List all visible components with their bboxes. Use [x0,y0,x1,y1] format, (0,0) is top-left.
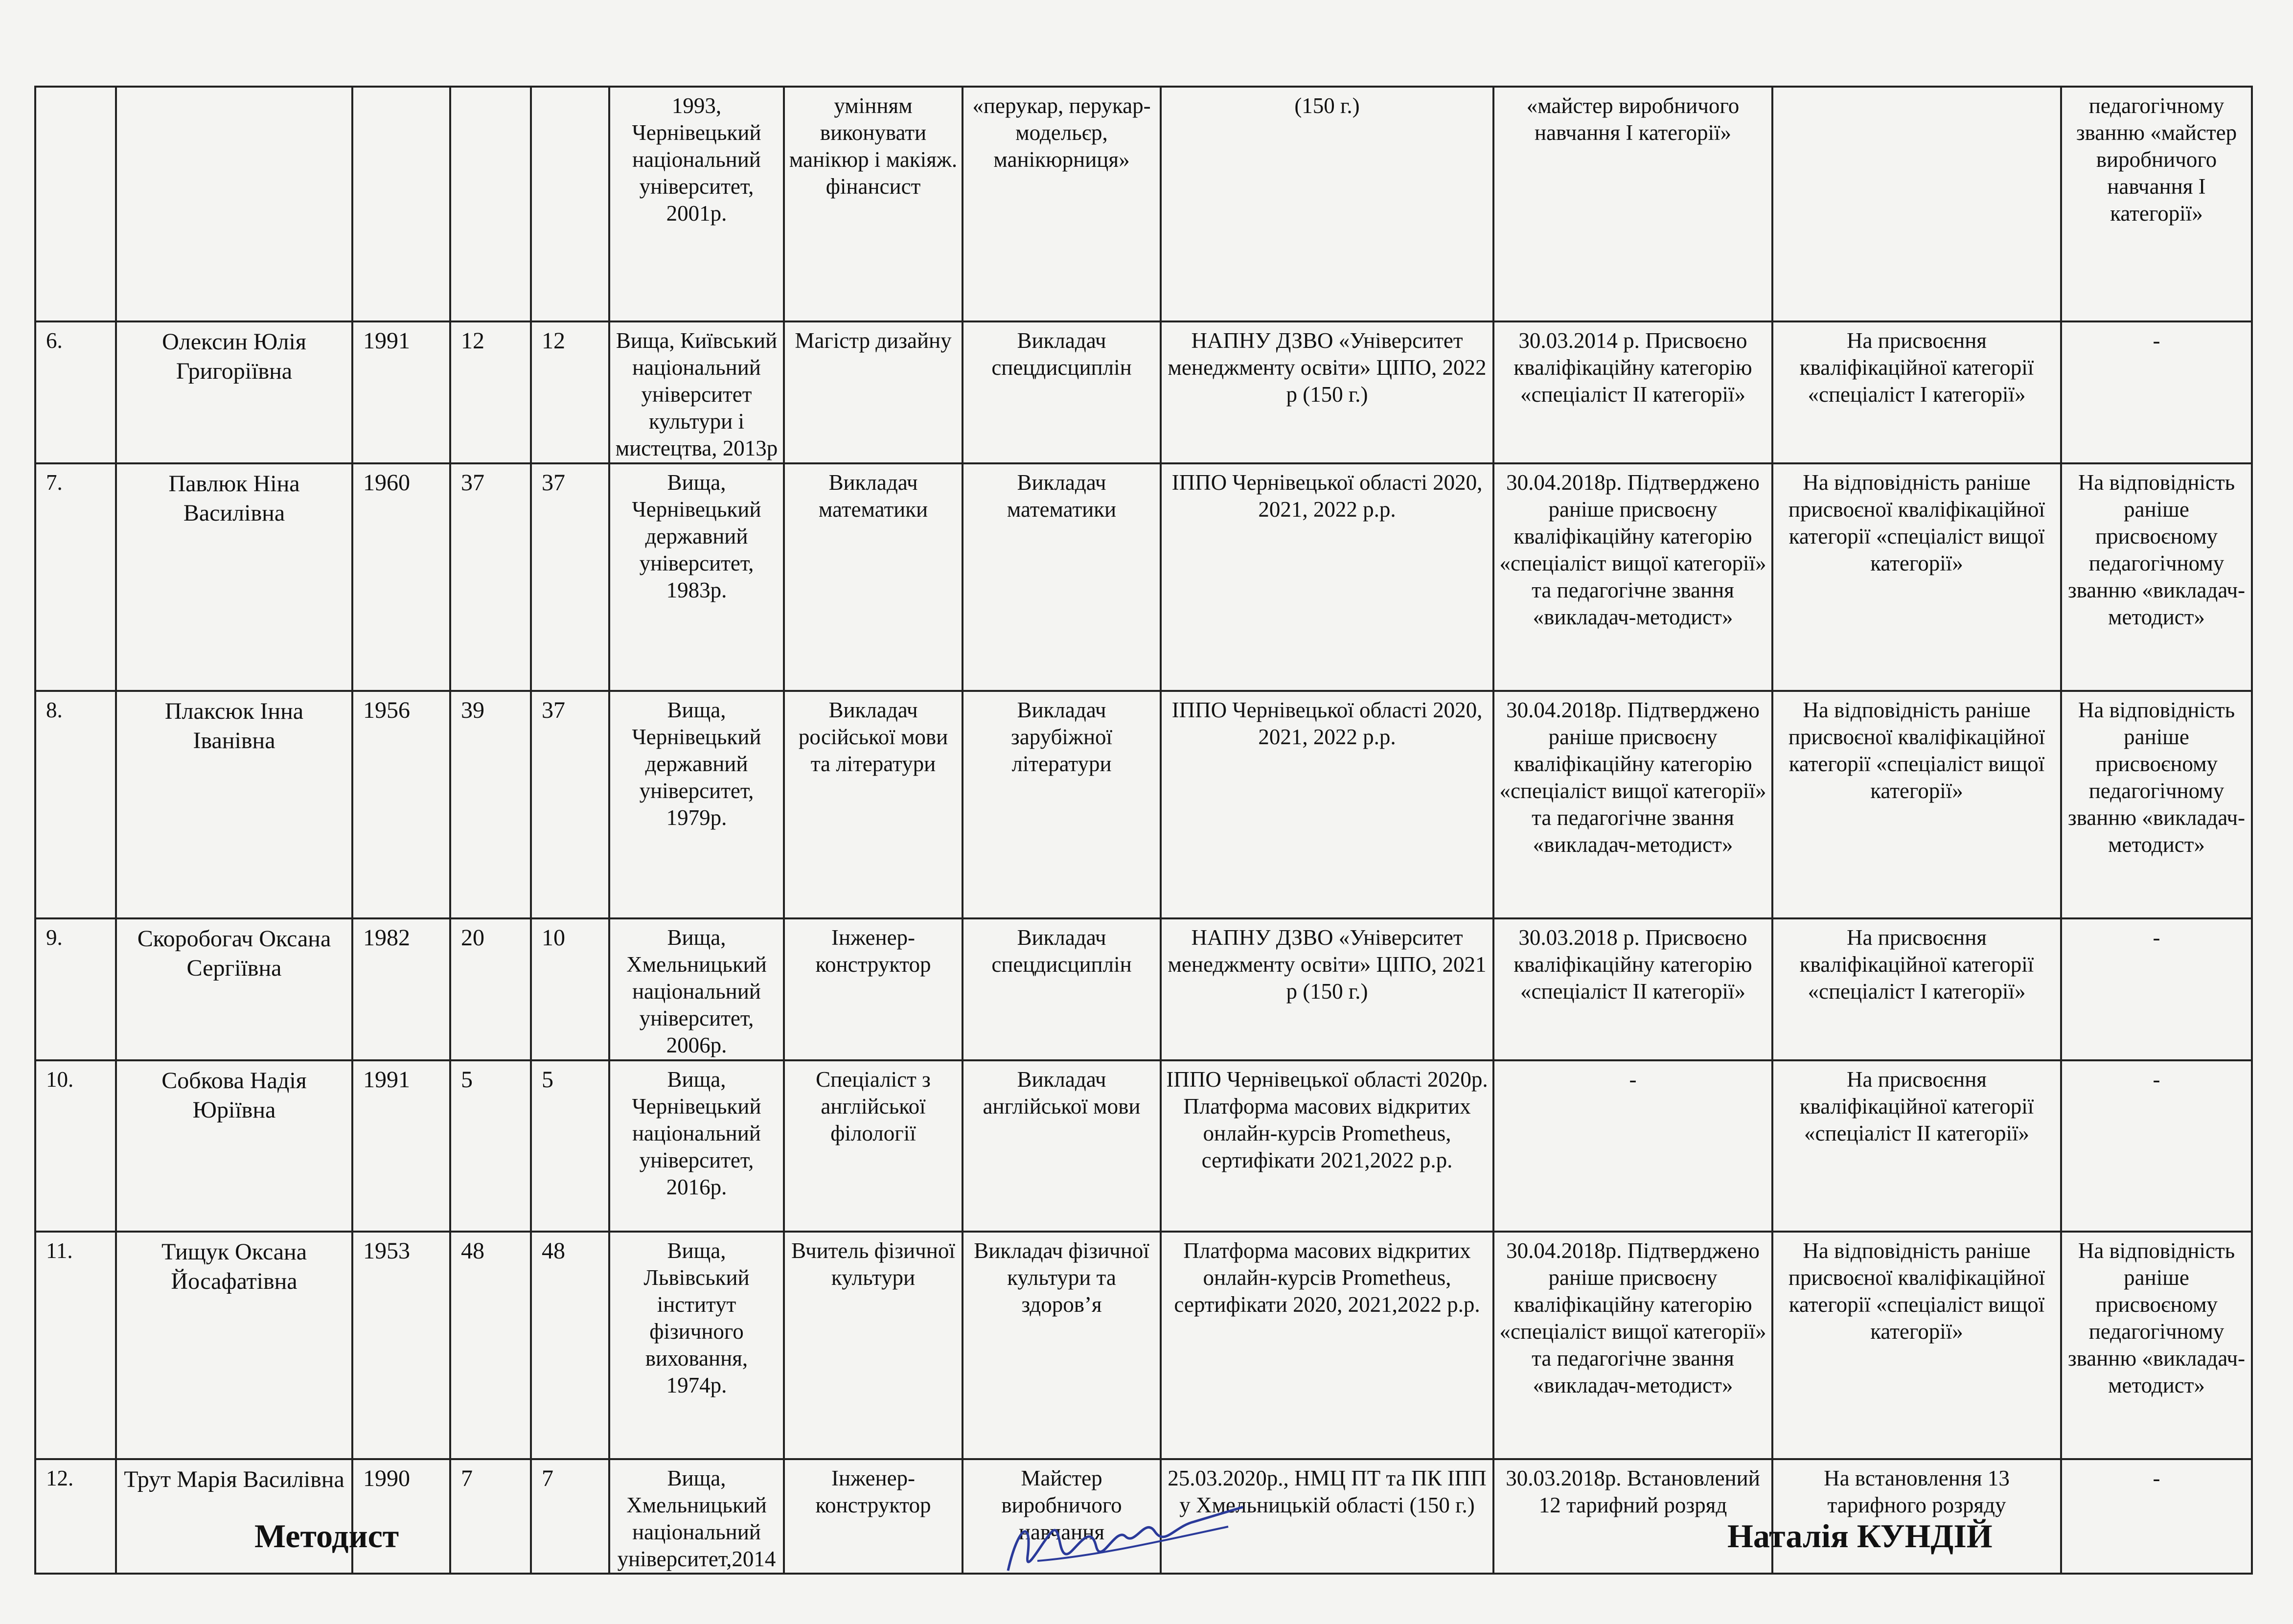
table-row [35,1060,2252,1232]
cell-year [352,87,450,321]
cell-position: Викладач фізичної культури та здоров’я [963,1232,1161,1459]
cell-prev: 30.04.2018р. Підтверджено раніше присвоєну кваліфікаційну категорію «спеціаліст вищої категорії» та педагогічне звання «викладач-методист» [1493,463,1772,691]
cell-qualification: Інженер-конструктор [784,1459,963,1574]
cell-position: «перукар, перукар-модельєр, манікюрниця» [963,87,1161,321]
cell-exp1: 12 [450,321,531,463]
cell-goal: На присвоєння кваліфікаційної категорії «спеціаліст І категорії» [1772,918,2061,1060]
cell-name: Плаксюк Інна Іванівна [116,691,352,918]
cell-year: 1982 [352,918,450,1060]
table-row [35,463,2252,691]
cell-prev: - [1493,1060,1772,1232]
cell-title: - [2061,918,2252,1060]
cell-name: Павлюк Ніна Василівна [116,463,352,691]
cell-education: Вища, Львівський інститут фізичного виховання, 1974р. [609,1232,784,1459]
cell-exp1: 20 [450,918,531,1060]
cell-year: 1991 [352,1060,450,1232]
cell-title: На відповідність раніше присвоєному педагогічному званню «викладач-методист» [2061,1232,2252,1459]
cell-qualification: Спеціаліст з англійської філології [784,1060,963,1232]
cell-num: 8. [35,691,116,918]
table-row [35,87,2252,321]
cell-prev: 30.03.2014 р. Присвоєно кваліфікаційну категорію «спеціаліст ІІ категорії» [1493,321,1772,463]
cell-exp2: 37 [531,691,609,918]
cell-education: Вища, Хмельницький національний університет,2014 [609,1459,784,1574]
cell-education: 1993, Чернівецький національний університет, 2001р. [609,87,784,321]
cell-courses: НАПНУ ДЗВО «Університет менеджменту освіти» ЦІПО, 2022 р (150 г.) [1161,321,1493,463]
cell-courses: ІППО Чернівецької області 2020, 2021, 2022 р.р. [1161,691,1493,918]
cell-title: педагогічному званню «майстер виробничого навчання І категорії» [2061,87,2252,321]
cell-prev: «майстер виробничого навчання І категорії» [1493,87,1772,321]
cell-education: Вища, Київський національний університет культури і мистецтва, 2013р [609,321,784,463]
cell-exp1: 39 [450,691,531,918]
cell-goal [1772,87,2061,321]
cell-num: 9. [35,918,116,1060]
cell-education: Вища, Хмельницький національний університет, 2006р. [609,918,784,1060]
cell-courses: 25.03.2020р., НМЦ ПТ та ПК ІПП у Хмельницькій області (150 г.) [1161,1459,1493,1574]
cell-year: 1956 [352,691,450,918]
cell-courses: Платформа масових відкритих онлайн-курсів Prometheus, сертифікати 2020, 2021,2022 р.р. [1161,1232,1493,1459]
cell-title: - [2061,1060,2252,1232]
staff-table [34,86,2253,1575]
table-row [35,1232,2252,1459]
cell-num: 6. [35,321,116,463]
cell-exp1 [450,87,531,321]
cell-title: На відповідність раніше присвоєному педагогічному званню «викладач-методист» [2061,691,2252,918]
cell-qualification: Магістр дизайну [784,321,963,463]
cell-name: Тищук Оксана Йосафатівна [116,1232,352,1459]
cell-goal: На присвоєння кваліфікаційної категорії «спеціаліст ІІ категорії» [1772,1060,2061,1232]
cell-goal: На відповідність раніше присвоєної кваліфікаційної категорії «спеціаліст вищої категорії» [1772,1232,2061,1459]
cell-exp2: 5 [531,1060,609,1232]
cell-name [116,87,352,321]
cell-position: Викладач спецдисциплін [963,918,1161,1060]
cell-year: 1990 [352,1459,450,1574]
cell-prev: 30.04.2018р. Підтверджено раніше присвоєну кваліфікаційну категорію «спеціаліст вищої категорії» та педагогічне звання «викладач-методист» [1493,691,1772,918]
cell-qualification: Вчитель фізичної культури [784,1232,963,1459]
cell-exp1: 48 [450,1232,531,1459]
cell-position: Викладач англійської мови [963,1060,1161,1232]
cell-exp1: 5 [450,1060,531,1232]
table-row [35,918,2252,1060]
cell-name: Трут Марія Василівна [116,1459,352,1574]
cell-qualification: умінням виконувати манікюр і макіяж. фінансист [784,87,963,321]
cell-qualification: Викладач російської мови та літератури [784,691,963,918]
cell-courses: НАПНУ ДЗВО «Університет менеджменту освіти» ЦІПО, 2021 р (150 г.) [1161,918,1493,1060]
footer-position: Методист [254,1517,399,1555]
cell-exp1: 7 [450,1459,531,1574]
cell-title: - [2061,1459,2252,1574]
cell-exp2: 37 [531,463,609,691]
footer-name: Наталія КУНДІЙ [1727,1517,1993,1555]
cell-goal: На встановлення 13 тарифного розряду [1772,1459,2061,1574]
cell-name: Собкова Надія Юріївна [116,1060,352,1232]
cell-position: Викладач спецдисциплін [963,321,1161,463]
cell-title: - [2061,321,2252,463]
handwritten-signature [998,1497,1253,1595]
cell-courses: ІППО Чернівецької області 2020р. Платформа масових відкритих онлайн-курсів Prometheus, сертифікати 2021,2022 р.р. [1161,1060,1493,1232]
cell-education: Вища, Чернівецький державний університет, 1983р. [609,463,784,691]
cell-year: 1953 [352,1232,450,1459]
cell-exp2: 7 [531,1459,609,1574]
cell-title: На відповідність раніше присвоєному педагогічному званню «викладач-методист» [2061,463,2252,691]
cell-num: 10. [35,1060,116,1232]
cell-education: Вища, Чернівецький національний університет, 2016р. [609,1060,784,1232]
cell-exp2: 12 [531,321,609,463]
cell-year: 1960 [352,463,450,691]
cell-num: 11. [35,1232,116,1459]
cell-num [35,87,116,321]
table-row [35,691,2252,918]
cell-qualification: Інженер-конструктор [784,918,963,1060]
cell-courses: ІППО Чернівецької області 2020, 2021, 2022 р.р. [1161,463,1493,691]
cell-courses: (150 г.) [1161,87,1493,321]
cell-prev: 30.03.2018р. Встановлений 12 тарифний розряд [1493,1459,1772,1574]
cell-qualification: Викладач математики [784,463,963,691]
cell-num: 12. [35,1459,116,1574]
cell-position: Викладач математики [963,463,1161,691]
cell-exp2: 48 [531,1232,609,1459]
cell-prev: 30.04.2018р. Підтверджено раніше присвоєну кваліфікаційну категорію «спеціаліст вищої категорії» та педагогічне звання «викладач-методист» [1493,1232,1772,1459]
cell-education: Вища, Чернівецький державний університет, 1979р. [609,691,784,918]
cell-name: Олексин Юлія Григоріївна [116,321,352,463]
cell-exp2 [531,87,609,321]
cell-position: Майстер виробничого навчання [963,1459,1161,1574]
cell-name: Скоробогач Оксана Сергіївна [116,918,352,1060]
cell-goal: На відповідність раніше присвоєної кваліфікаційної категорії «спеціаліст вищої категорії» [1772,691,2061,918]
cell-num: 7. [35,463,116,691]
cell-position: Викладач зарубіжної літератури [963,691,1161,918]
cell-year: 1991 [352,321,450,463]
cell-exp2: 10 [531,918,609,1060]
cell-goal: На присвоєння кваліфікаційної категорії «спеціаліст І категорії» [1772,321,2061,463]
cell-exp1: 37 [450,463,531,691]
table-row [35,321,2252,463]
cell-goal: На відповідність раніше присвоєної кваліфікаційної категорії «спеціаліст вищої категорії» [1772,463,2061,691]
cell-prev: 30.03.2018 р. Присвоєно кваліфікаційну категорію «спеціаліст ІІ категорії» [1493,918,1772,1060]
